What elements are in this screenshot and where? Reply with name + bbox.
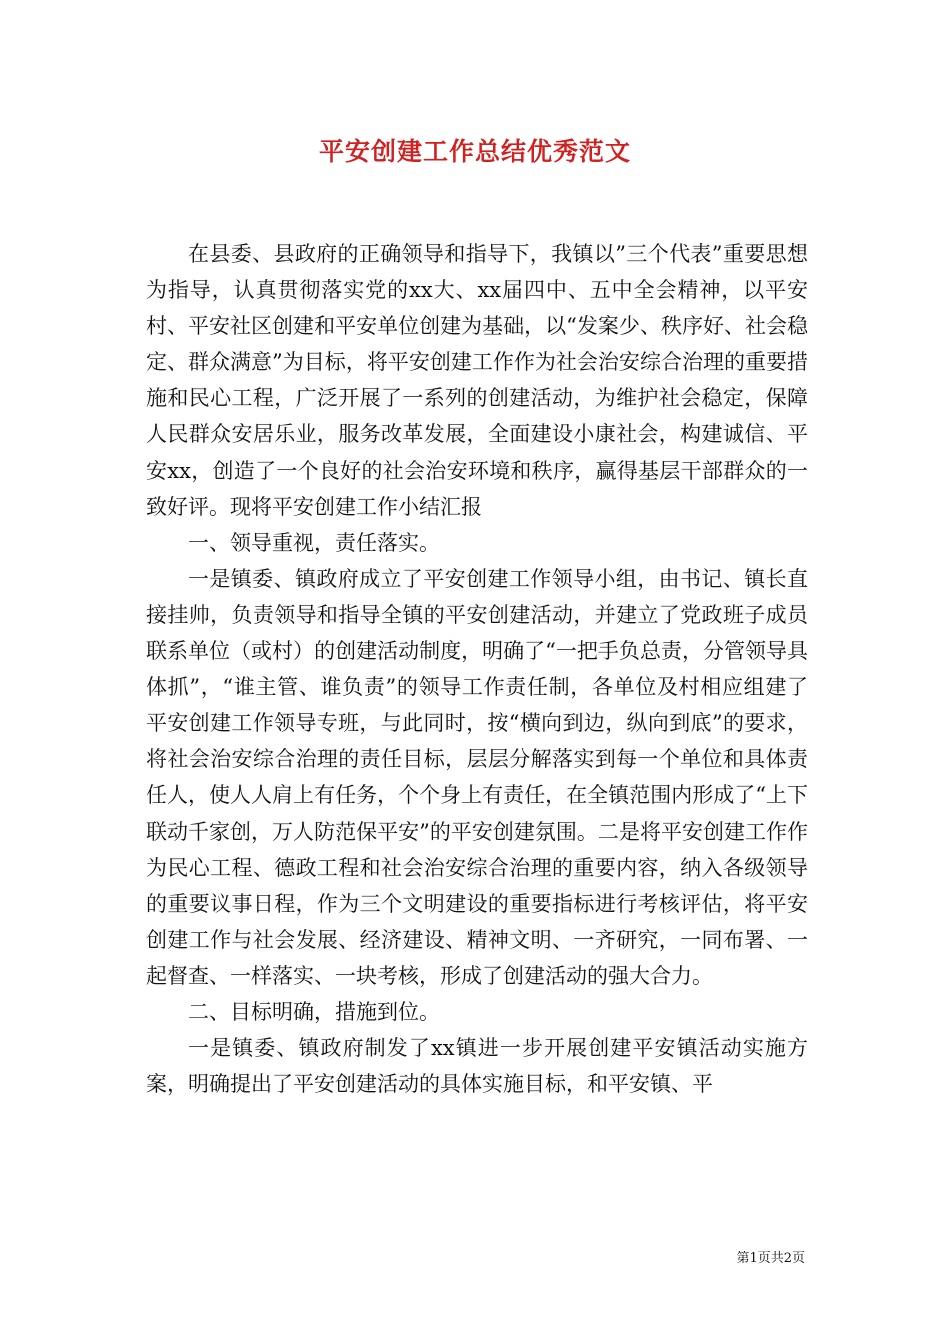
page-number: 第1页共2页 — [736, 1251, 805, 1266]
paragraph-intro: 在县委、县政府的正确领导和指导下，我镇以”三个代表”重要思想为指导，认真贯彻落实党的xx大、xx届四中、五中全会精神，以平安村、平安社区创建和平安单位创建为基础，以“发案少、秩序好、社会稳定、群众满意”为目标，将平安创建工作作为社会治安综合治理的重要措施和民心工程，广泛开展了一系列的创建活动，为维护社会稳定，保障人民群众安居乐业，服务改革发展，全面建设小康社会，构建诚信、平安xx，创造了一个良好的社会治安环境和秩序，赢得基层干部群众的一致好评。现将平安创建工作小结汇报 — [146, 242, 808, 519]
section-heading-1: 一、领导重视，责任落实。 — [188, 530, 440, 555]
document-body — [146, 236, 808, 1102]
document-title: 平安创建工作总结优秀范文 — [318, 137, 631, 166]
paragraph-section-2: 一是镇委、镇政府制发了xx镇进一步开展创建平安镇活动实施方案，明确提出了平安创建活动的具体实施目标，和平安镇、平 — [146, 1036, 808, 1097]
section-heading-2: 二、目标明确，措施到位。 — [188, 999, 440, 1024]
paragraph-section-1: 一是镇委、镇政府成立了平安创建工作领导小组，由书记、镇长直接挂帅，负责领导和指导全镇的平安创建活动，并建立了党政班子成员联系单位（或村）的创建活动制度，明确了“一把手负总责，分管领导具体抓”，“谁主管、谁负责”的领导工作责任制，各单位及村相应组建了平安创建工作领导专班，与此同时，按“横向到边，纵向到底”的要求，将社会治安综合治理的责任目标，层层分解落实到每一个单位和具体责任人，使人人肩上有任务，个个身上有责任，在全镇范围内形成了“上下联动千家创，万人防范保平安”的平安创建氛围。二是将平安创建工作作为民心工程、德政工程和社会治安综合治理的重要内容，纳入各级领导的重要议事日程，作为三个文明建设的重要指标进行考核评估，将平安创建工作与社会发展、经济建设、精神文明、一齐研究，一同布署、一起督查、一样落实、一块考核，形成了创建活动的强大合力。 — [146, 566, 808, 988]
